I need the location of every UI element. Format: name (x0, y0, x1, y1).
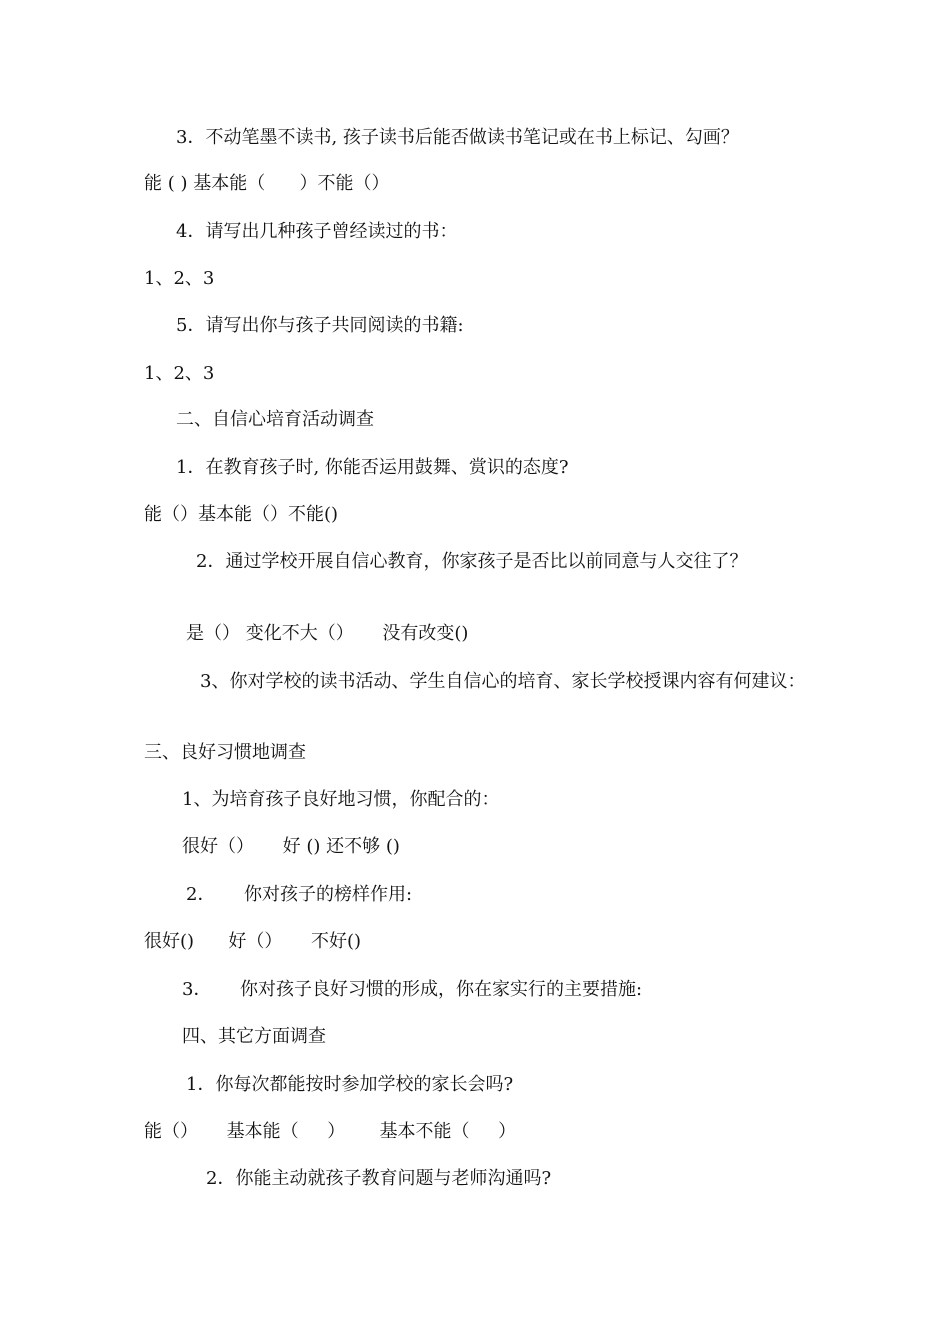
habits-q1-text: 1、为培育孩子良好地习惯，你配合的： (182, 789, 500, 810)
habits-heading: 三、良好习惯地调查 (144, 742, 306, 763)
confidence-q1-text: 1．在教育孩子时, 你能否运用鼓舞、赏识的态度? (176, 457, 569, 478)
habits-q2-options: 很好() 好（） 不好() (144, 931, 362, 952)
reading-q3-options: 能 ( ) 基本能（ ）不能（） (144, 173, 390, 194)
confidence-q2-options: 是（） 变化不大（） 没有改变() (186, 623, 469, 644)
confidence-q1-options: 能（）基本能（）不能() (144, 504, 339, 525)
reading-q5-text: 5．请写出你与孩子共同阅读的书籍: (176, 315, 464, 336)
confidence-heading: 二、自信心培育活动调查 (176, 409, 374, 430)
other-q2-text: 2．你能主动就孩子教育问题与老师沟通吗? (206, 1168, 552, 1189)
other-q1-text: 1．你每次都能按时参加学校的家长会吗? (186, 1074, 514, 1095)
reading-q4-text: 4．请写出几种孩子曾经读过的书： (176, 221, 458, 242)
other-q1-options: 能（） 基本能（ ） 基本不能（ ） (144, 1121, 517, 1142)
reading-q4-answer: 1、2、3 (144, 268, 215, 289)
habits-q2-text: 2． 你对孩子的榜样作用: (186, 884, 413, 905)
confidence-q2-text: 2．通过学校开展自信心教育，你家孩子是否比以前同意与人交往了？ (196, 551, 748, 572)
other-heading: 四、其它方面调查 (182, 1026, 326, 1047)
habits-q1-options: 很好（） 好 () 还不够 () (182, 836, 400, 857)
reading-q5-answer: 1、2、3 (144, 363, 215, 384)
confidence-q3-text: 3、你对学校的读书活动、学生自信心的培育、家长学校授课内容有何建议： (200, 671, 806, 692)
reading-q3-text: 3．不动笔墨不读书, 孩子读书后能否做读书笔记或在书上标记、勾画？ (176, 127, 739, 148)
habits-q3-text: 3． 你对孩子良好习惯的形成，你在家实行的主要措施: (182, 979, 643, 1000)
